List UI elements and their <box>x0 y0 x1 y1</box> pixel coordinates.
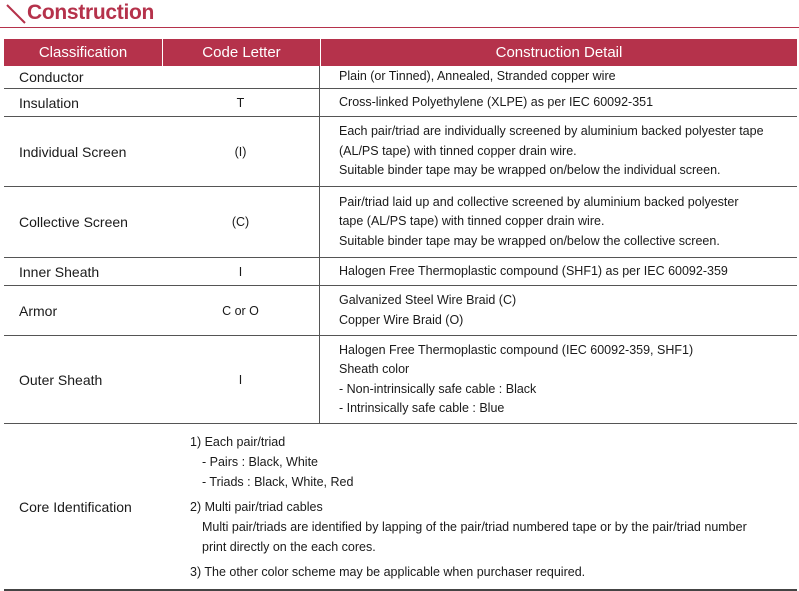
detail-line: Sheath color <box>339 362 410 376</box>
detail-line: Copper Wire Braid (O) <box>339 312 464 327</box>
row-classification: Insulation <box>19 94 79 111</box>
row-classification: Individual Screen <box>19 143 127 160</box>
row-classification: Inner Sheath <box>19 263 100 280</box>
detail-line: 1) Each pair/triad <box>190 434 286 449</box>
row-detail <box>319 286 797 335</box>
core-identification-detail <box>162 424 797 589</box>
detail-line: 3) The other color scheme may be applicable when purchaser required. <box>190 564 586 579</box>
detail-line: Halogen Free Thermoplastic compound (SHF1) as per IEC 60092-359 <box>339 263 728 278</box>
row-detail <box>319 117 797 186</box>
detail-line: Halogen Free Thermoplastic compound (IEC 60092-359, SHF1) <box>339 342 694 357</box>
detail-line: Multi pair/triads are identified by lapping of the pair/triad numbered tape or by the pair/triad number <box>202 519 747 534</box>
detail-line: (AL/PS tape) with tinned copper drain wire. <box>339 143 577 158</box>
detail-line: Galvanized Steel Wire Braid (C) <box>339 293 517 307</box>
table-row <box>4 258 797 286</box>
detail-line: print directly on the each cores. <box>202 539 376 554</box>
header-classification: Classification <box>4 39 163 66</box>
section-title <box>0 0 799 28</box>
row-code: (I) <box>234 144 247 159</box>
table-row <box>4 89 797 117</box>
detail-line: tape (AL/PS tape) with tinned copper drain wire. <box>339 214 605 229</box>
detail-line: - Triads : Black, White, Red <box>202 474 354 489</box>
row-code: (C) <box>231 215 250 229</box>
header-code-letter: Code Letter <box>163 39 321 66</box>
row-classification: Conductor <box>19 69 84 85</box>
detail-line: - Pairs : Black, White <box>202 454 318 469</box>
detail-line: Cross-linked Polyethylene (XLPE) as per IEC 60092-351 <box>339 94 654 109</box>
row-code: T <box>236 95 245 110</box>
detail-line: - Intrinsically safe cable : Blue <box>339 401 505 415</box>
row-code <box>162 66 319 88</box>
detail-line: Suitable binder tape may be wrapped on/below the individual screen. <box>339 163 721 178</box>
slash-icon <box>4 2 28 26</box>
header-construction-detail: Construction Detail <box>495 44 623 61</box>
detail-line: Suitable binder tape may be wrapped on/below the collective screen. <box>339 233 720 248</box>
row-detail <box>319 258 797 285</box>
row-classification: Collective Screen <box>19 214 128 230</box>
detail-line: Plain (or Tinned), Annealed, Stranded copper wire <box>339 69 616 84</box>
table-row <box>4 187 797 258</box>
table-row <box>4 286 797 336</box>
detail-line: Each pair/triad are individually screened by aluminium backed polyester tape <box>339 124 764 139</box>
construction-table <box>4 66 797 591</box>
table-row-core-identification <box>4 424 797 591</box>
row-detail <box>319 89 797 116</box>
detail-line: Pair/triad laid up and collective screened by aluminium backed polyester <box>339 194 739 209</box>
row-detail <box>319 66 797 88</box>
row-classification: Core Identification <box>19 498 132 515</box>
detail-line: 2) Multi pair/triad cables <box>190 499 323 514</box>
row-classification: Outer Sheath <box>19 371 103 388</box>
table-header <box>4 39 797 66</box>
table-row <box>4 66 797 89</box>
title-rule <box>0 27 799 28</box>
row-code: I <box>238 264 243 279</box>
row-classification: Armor <box>19 302 58 319</box>
table-row <box>4 117 797 187</box>
title-text: Construction <box>27 1 155 24</box>
row-detail <box>319 336 797 423</box>
row-detail <box>319 187 797 257</box>
row-code: C or O <box>222 303 259 318</box>
row-code: I <box>238 372 243 387</box>
table-row <box>4 336 797 424</box>
detail-line: - Non-intrinsically safe cable : Black <box>339 381 537 396</box>
